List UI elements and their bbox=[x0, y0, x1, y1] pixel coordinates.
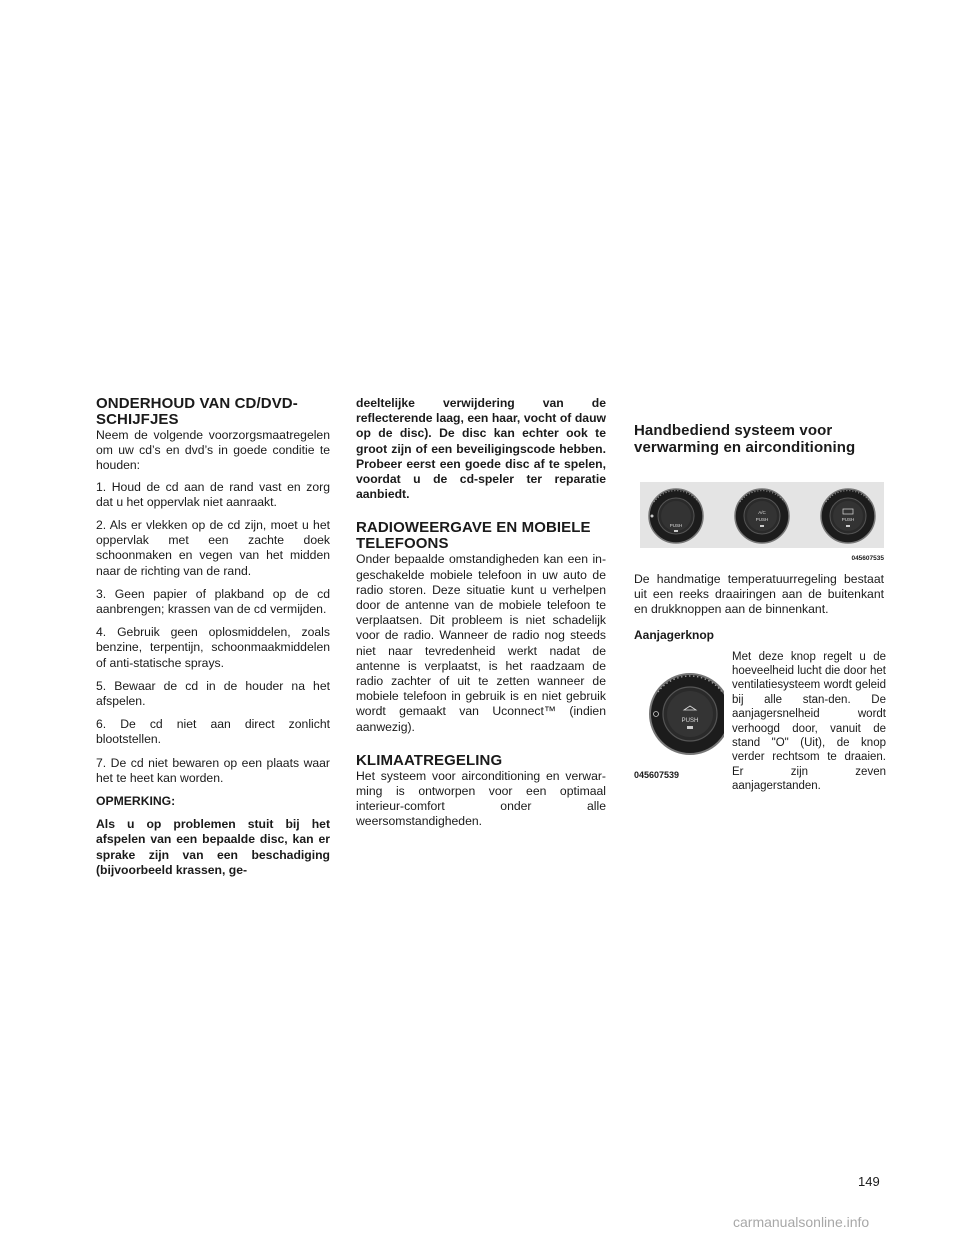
cd-care-intro: Neem de volgende voorzorgsmaatregelen om uw cd’s en dvd’s in goede conditie te houden: bbox=[96, 428, 330, 473]
figure2-code: 045607539 bbox=[634, 769, 680, 780]
mode-knob bbox=[821, 489, 875, 543]
fan-knob-image bbox=[634, 656, 724, 764]
cd-care-heading: ONDERHOUD VAN CD/DVD-SCHIJFJES bbox=[96, 395, 298, 428]
page-number: 149 bbox=[858, 1174, 880, 1189]
note-continued: deeltelijke verwijdering van de reflecterende laag, een haar, vocht of dauw op de disc). De disc kan echter ook te groot zijn of een beveiligingscode hebben. Probeer eerst een goede disc af te spelen, voordat u de cd-speler ter reparatie aanbiedt. bbox=[356, 396, 606, 502]
knob1-label: PUSH bbox=[669, 523, 683, 528]
manual-climate-heading: Handbediend systeem voor verwarming en airconditioning bbox=[634, 422, 856, 456]
radio-heading: RADIOWEERGAVE EN MOBIELE TELEFOONS bbox=[356, 519, 591, 553]
cd-care-item-6: 6. De cd niet aan direct zonlicht blootstellen. bbox=[96, 717, 330, 747]
cd-care-item-7: 7. De cd niet bewaren op een plaats waar het te heet kan worden. bbox=[96, 755, 330, 785]
watermark: carmanualsonline.info bbox=[733, 1214, 870, 1230]
knob3-label: PUSH bbox=[841, 517, 855, 522]
manual-climate-text: De handmatige temperatuurregeling bestaat uit een reeks draairingen aan de buitenkant en drukknoppen aan de binnenkant. bbox=[634, 572, 884, 617]
klimaat-text: Het systeem voor airconditioning en verwar-ming is ontworpen voor een optimaal interieur-comfort onder alle weersomstandigheden. bbox=[356, 768, 606, 829]
left-column bbox=[96, 396, 330, 886]
fan-knob-subheading: Aanjagerknop bbox=[634, 627, 715, 642]
cd-care-item-1: 1. Houd de cd aan de rand vast en zorg dat u het oppervlak niet aanraakt. bbox=[96, 479, 330, 509]
ac-knob bbox=[735, 489, 789, 543]
middle-column bbox=[356, 396, 606, 838]
fan-knob-section bbox=[634, 650, 884, 795]
fan-knob-text: Met deze knop regelt u de hoeveelheid lucht die door het ventilatiesysteem wordt geleid bij alle stan-den. De aanjagersnelheid wordt verhoogd door, vanuit de stand "O" (Uit), de knop verder rechtsom te draaien. Er zijn zeven aanjagerstanden. bbox=[732, 650, 886, 793]
cd-care-item-2: 2. Als er vlekken op de cd zijn, moet u het oppervlak met een zachte doek schoonmaken en vegen van het midden naar de richting van de rand. bbox=[96, 518, 330, 578]
knob2-ac-label: A/C bbox=[758, 510, 766, 515]
temperature-knob bbox=[649, 489, 703, 543]
figure1-code: 045607535 bbox=[851, 555, 884, 562]
klimaat-heading: KLIMAATREGELING bbox=[356, 751, 503, 769]
cd-care-item-3: 3. Geen papier of plakband op de cd aanbrengen; krassen van de cd vermijden. bbox=[96, 586, 330, 617]
cd-care-item-4: 4. Gebruik geen oplosmiddelen, zoals benzine, terpentijn, schoonmaakmiddelen of anti-statische sprays. bbox=[96, 625, 330, 670]
climate-panel-image bbox=[640, 482, 884, 548]
right-column bbox=[634, 396, 884, 795]
note-text: Als u op problemen stuit bij het afspelen van een bepaalde disc, kan er sprake zijn van een beschadiging (bijvoorbeeld krassen, ge- bbox=[96, 817, 330, 877]
note-label: OPMERKING: bbox=[96, 794, 176, 809]
cd-care-item-5: 5. Bewaar de cd in de houder na het afspelen. bbox=[96, 678, 330, 709]
climate-panel-figure bbox=[640, 482, 884, 562]
knob2-label: PUSH bbox=[755, 517, 769, 522]
fan-knob-label: PUSH bbox=[681, 717, 699, 724]
radio-text: Onder bepaalde omstandigheden kan een in-geschakelde mobiele telefoon in uw auto de radio storen. Deze situatie kunt u verhelpen door de antenne van de mobiele telefoon te verplaatsen. Dit probleem is niet schadelijk voor de radio. Wanneer de radio nog steeds niet naar tevredenheid werkt nadat de antenne is verplaatst, is het raadzaam de radio zachter of uit te zetten wanneer de mobiele telefoon in gebruik is en niet gebruik wordt gemaakt van Uconnect™ (indien aanwezig). bbox=[356, 552, 606, 734]
